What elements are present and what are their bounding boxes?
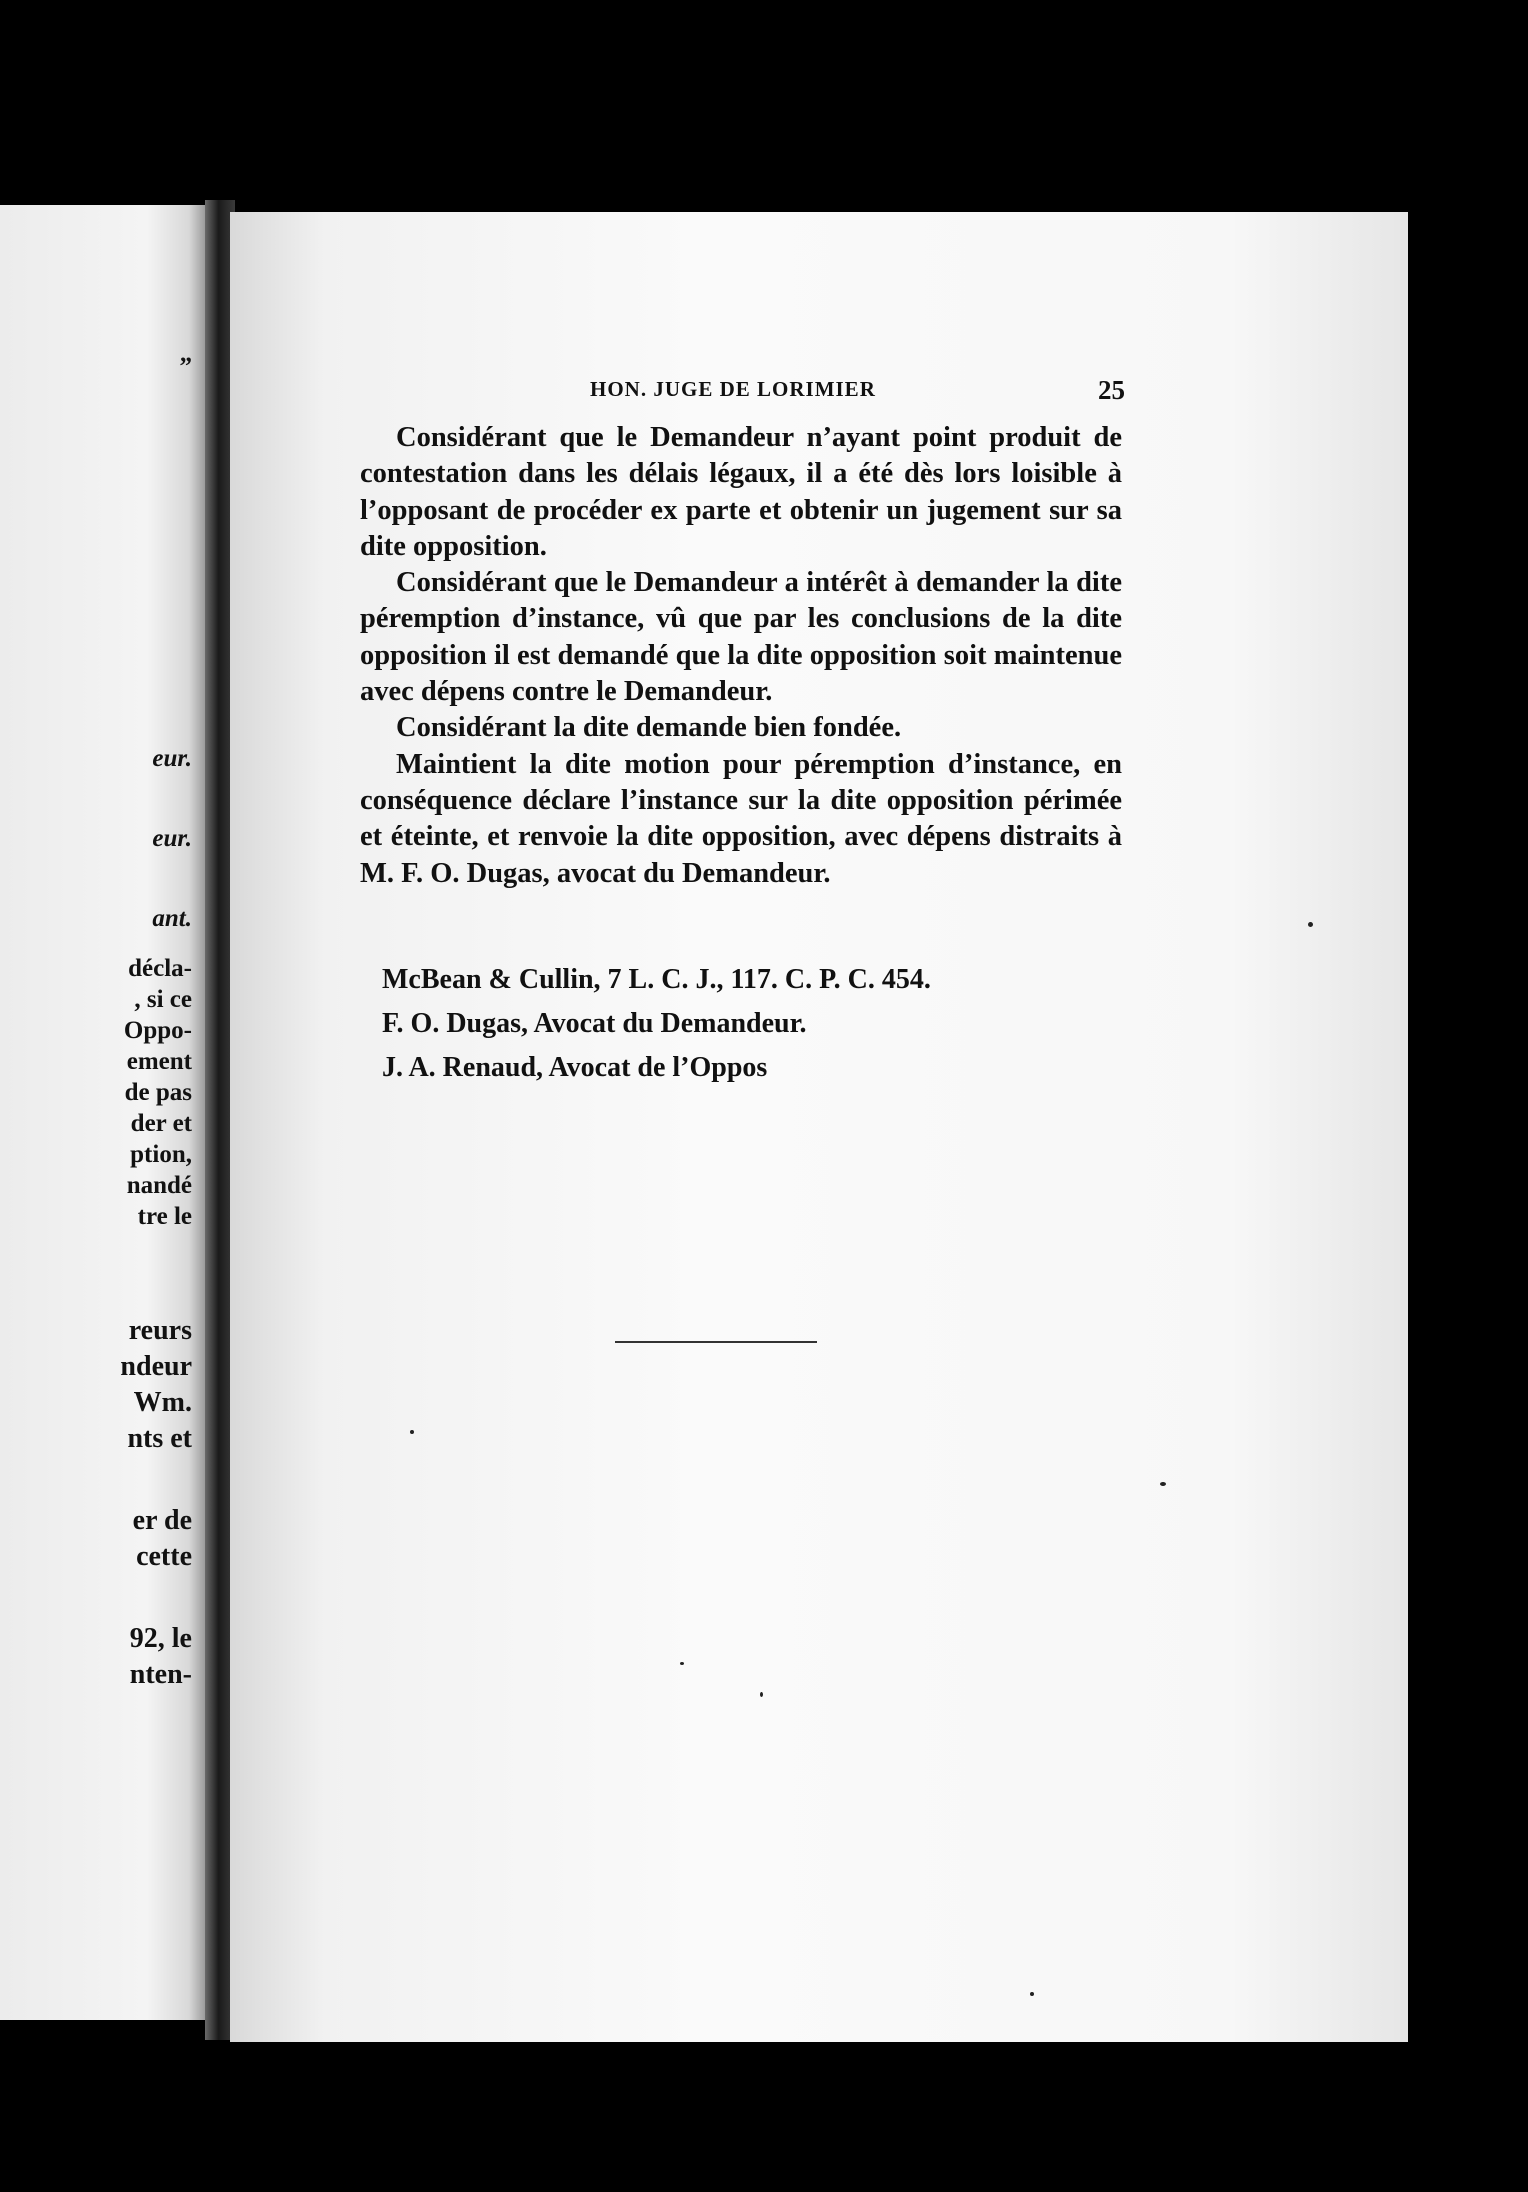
left-page-line: ant. [152,905,192,932]
page-number: 25 [1098,375,1125,405]
left-page-line: ption, [130,1141,192,1168]
print-speck [1030,1992,1034,1996]
judgment-text [360,420,1122,892]
print-speck [1160,1482,1166,1486]
left-page-line: Wm. [133,1387,192,1418]
left-page-line: eur. [152,825,192,852]
counsel-plaintiff: F. O. Dugas, Avocat du Demandeur. [382,1008,807,1039]
print-speck [410,1430,414,1434]
left-page-line: de pas [124,1079,192,1106]
left-page-line: ” [179,353,192,380]
left-page-line: der et [130,1110,192,1137]
paragraph: Considérant que le Demandeur a intérêt à demander la dite péremption d’instance, vû que par les conclusions de la dite opposition il est demandé que la dite opposition soit maintenue avec dépens contre le Demandeur. [360,567,1122,708]
left-page-line: eur. [152,745,192,772]
paragraph: Maintient la dite motion pour péremption d’instance, en conséquence déclare l’instance sur la dite opposition périmée et éteinte, et renvoie la dite opposition, avec dépens distraits à M. F. O. Dugas, avocat du Demandeur. [360,748,1122,889]
left-page-line: nten- [129,1659,192,1690]
citations-block [382,964,1102,1096]
counsel-opposant: J. A. Renaud, Avocat de l’Oppos [382,1052,768,1083]
paragraph: Considérant que le Demandeur n’ayant point produit de contestation dans les délais légaux, il a été dès lors loisible à l’opposant de procéder ex parte et obtenir un jugement sur sa dite opposition. [360,422,1122,562]
print-speck [680,1662,684,1665]
left-page-line: cette [136,1541,192,1572]
left-page-line: 92, le [129,1623,192,1654]
left-page-line: tre le [137,1203,192,1230]
case-citation: McBean & Cullin, 7 L. C. J., 117. C. P. C. 454. [382,964,931,995]
facing-page-fragment [0,205,210,2020]
left-page-line: Oppo- [123,1017,192,1044]
left-page-line: reurs [128,1315,192,1346]
print-speck [760,1692,763,1697]
page [230,212,1408,2042]
print-speck [1308,922,1313,927]
paragraph: Considérant la dite demande bien fondée. [396,712,902,744]
left-page-line: décla- [128,955,192,982]
running-head: HON. JUGE DE LORIMIER [590,377,876,401]
left-page-line: er de [132,1505,192,1536]
left-page-line: ement [126,1048,192,1075]
left-page-line: , si ce [134,986,192,1013]
left-page-line: nts et [127,1423,192,1454]
left-page-line: nandé [126,1172,192,1199]
left-page-line: ndeur [120,1351,192,1382]
end-rule [615,1341,817,1343]
